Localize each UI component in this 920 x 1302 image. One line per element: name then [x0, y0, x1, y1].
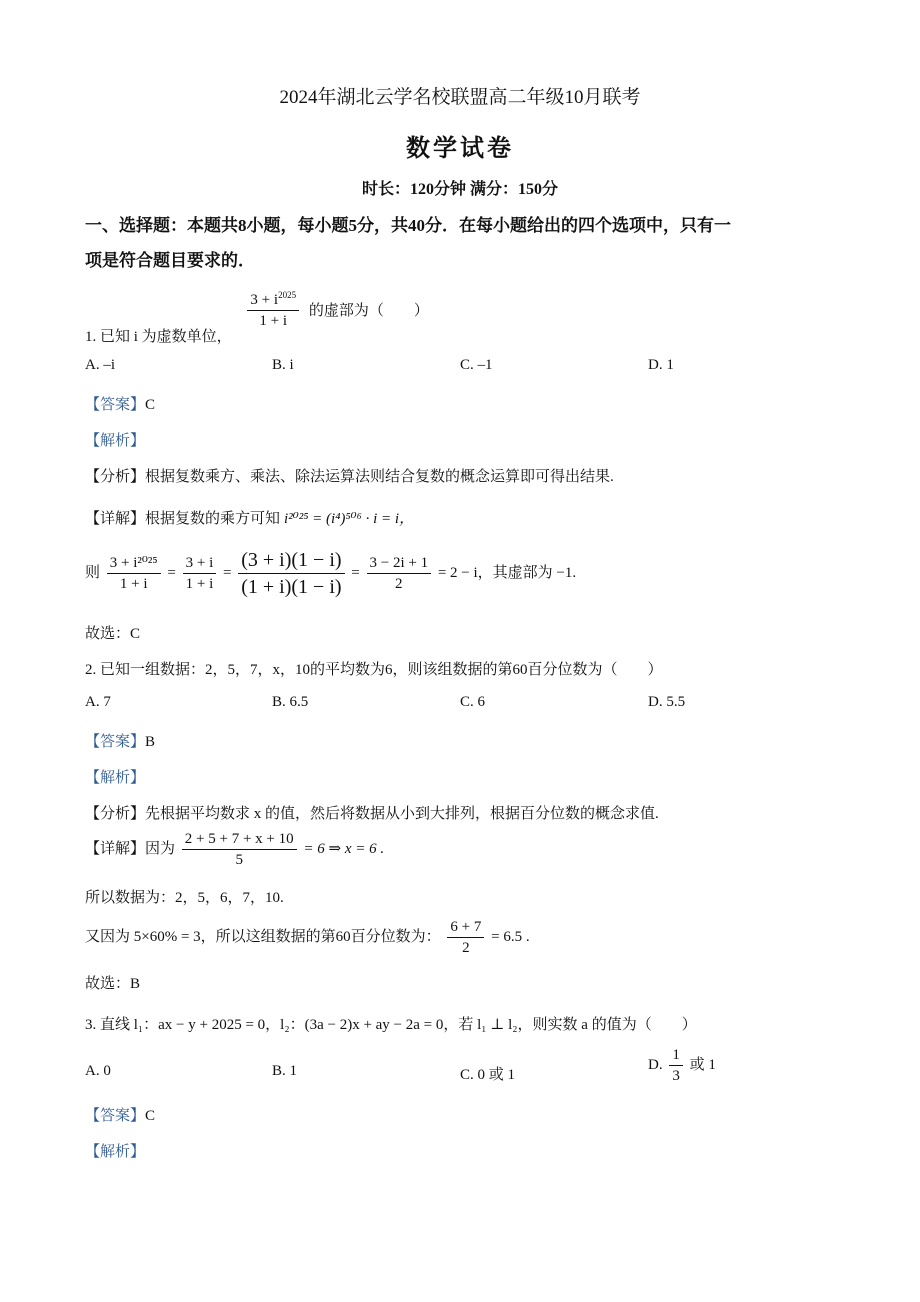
- q2-data-line: 所以数据为：2，5，6，7，10.: [85, 890, 284, 906]
- question-3-stem: 3. 直线 l₁：ax − y + 2025 = 0，l₂：(3a − 2)x + ay − 2a = 0，若 l₁ ⊥ l₂，则实数 a 的值为（ ）: [85, 1017, 697, 1033]
- q2-xiangjie: 【详解】因为 $\frac{2 + 5 + 7 + x + 10}{5}$ = 6 ⇒ x = 6 .: [85, 831, 385, 868]
- q1-conclusion: 故选：C: [85, 626, 141, 642]
- q2-fenxi: 【分析】先根据平均数求 x 的值，然后将数据从小到大排列，根据百分位数的概念求值.: [85, 806, 659, 822]
- q3-option-b: B. 1: [272, 1063, 298, 1079]
- q2-answer: 【答案】B: [85, 734, 156, 750]
- question-1-stem: [85, 290, 429, 346]
- q2-conclusion: 故选：B: [85, 976, 141, 992]
- q1-option-a: A. –i: [85, 357, 115, 373]
- q1-suffix: 的虚部为（ ）: [308, 303, 429, 320]
- exam-title: 2024年湖北云学名校联盟高二年级10月联考: [279, 87, 641, 108]
- q2-percentile-line: 又因为 5×60% = 3，所以这组数据的第60百分位数为： $\frac{6 + 7}{2}$ = 6.5 .: [85, 919, 530, 956]
- q1-answer: 【答案】C: [85, 397, 156, 413]
- q3-option-a: A. 0: [85, 1063, 111, 1079]
- q1-prefix: 1. 已知 i 为虚数单位，: [85, 329, 232, 346]
- q2-option-a: A. 7: [85, 694, 111, 710]
- q1-option-b: B. i: [272, 357, 294, 373]
- q3-option-c: C. 0 或 1: [460, 1067, 516, 1083]
- section-heading-line2: 项是符合题目要求的．: [85, 251, 255, 270]
- q2-analysis-tag: 【解析】: [85, 770, 146, 786]
- q3-analysis-tag: 【解析】: [85, 1144, 146, 1160]
- q1-analysis-tag: 【解析】: [85, 433, 146, 449]
- q1-calculation: 则 $\frac{\text{3 + i²⁰²⁵}}{1 + i}$ = $\frac{3 + i}{1 + i}$ = $\frac{(3 + i)(1 - i)}{(1 + i)(1 - i)}$ = $\frac{3 - 2i + 1}{2}$ = 2 − i，其虚部为 −1.: [85, 549, 577, 598]
- q1-option-c: C. –1: [460, 357, 493, 373]
- q3-option-d: D. $\frac{1}{3}$ 或 1: [648, 1047, 716, 1084]
- q1-fenxi: 【分析】根据复数乘方、乘法、除法运算法则结合复数的概念运算即可得出结果.: [85, 469, 614, 485]
- q2-option-c: C. 6: [460, 694, 486, 710]
- q2-option-d: D. 5.5: [648, 694, 686, 710]
- q2-option-b: B. 6.5: [272, 694, 309, 710]
- subject-title: 数学试卷: [406, 136, 514, 162]
- section-heading-line1: 一、选择题：本题共8小题，每小题5分，共40分．在每小题给出的四个选项中，只有一: [85, 216, 731, 235]
- time-info: 时长：120分钟 满分：150分: [361, 181, 558, 198]
- question-2-stem: 2. 已知一组数据：2，5，7，x，10的平均数为6，则该组数据的第60百分位数为（ ）: [85, 662, 663, 678]
- q3-answer: 【答案】C: [85, 1108, 156, 1124]
- q1-fraction: $\frac{3 + i^{2025}}{1 + i}$: [247, 290, 299, 330]
- q1-option-d: D. 1: [648, 357, 674, 373]
- q1-xiangjie: 【详解】根据复数的乘方可知 i²⁰²⁵ = (i⁴)⁵⁰⁶ · i = i，: [85, 511, 415, 527]
